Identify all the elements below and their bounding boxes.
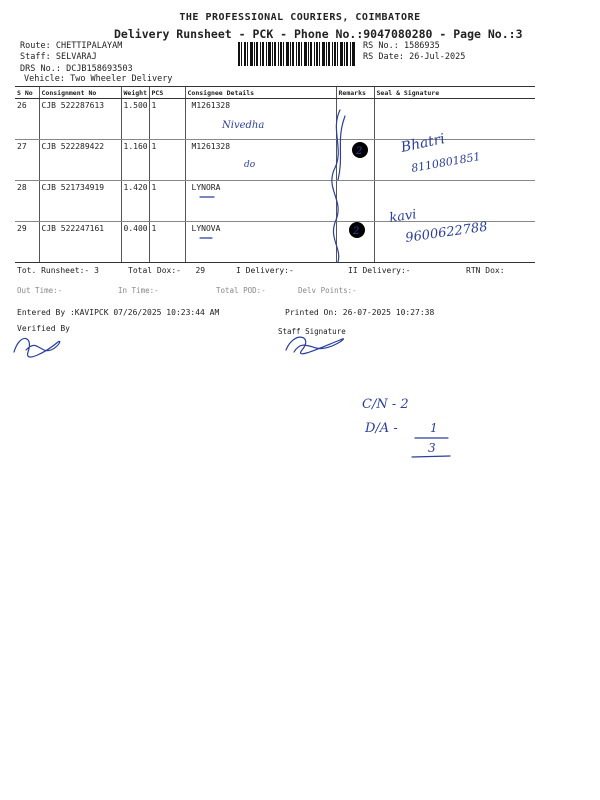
rs-date-line: RS Date: 26-Jul-2025 [363,52,466,62]
cell-pcs: 1 [149,99,185,140]
vehicle-line: Vehicle: Two Wheeler Delivery [24,74,173,84]
drs-line: DRS No.: DCJB158693503 [20,64,133,74]
underline-mark [412,456,450,457]
route-line: Route: CHETTIPALAYAM [20,41,123,51]
cell-pcs: 1 [149,140,185,181]
cell-consignment: CJB 521734919 [39,181,121,222]
i-delivery: I Delivery:- [236,266,294,275]
receiver-phone-1: 8110801851 [410,149,482,175]
cell-weight: 0.400 [121,222,149,263]
cell-weight: 1.160 [121,140,149,181]
circled-number-row27: 2 [356,146,363,157]
da-note: D/A - [365,421,398,436]
handwritten-name-row26: Nivedha [222,120,265,131]
cn-count-note: C/N - 2 [362,397,409,412]
rtn-dox: RTN Dox: [466,266,505,275]
staff-signature [286,337,343,354]
handwritten-name-row27: do [244,160,256,170]
col-remarks: Remarks [336,87,374,99]
cell-consignee: M1261328 [185,140,336,181]
rs-no-line: RS No.: 1586935 [363,41,440,51]
staff-signature-label: Staff Signature [278,327,346,336]
cell-consignee: LYNOVA [185,222,336,263]
receiver-phone-2: 9600622788 [404,219,489,246]
cell-pcs: 1 [149,222,185,263]
cell-sno: 27 [15,140,39,181]
ii-delivery: II Delivery:- [348,266,411,275]
receiver-signature-1: Bhatri [399,131,447,156]
tot-runsheet: Tot. Runsheet:- 3 [17,266,99,275]
cell-sno: 28 [15,181,39,222]
cell-consignment: CJB 522289422 [39,140,121,181]
cell-weight: 1.500 [121,99,149,140]
total-dox: Total Dox:- 29 [128,266,206,275]
col-pcs: PCS [149,87,185,99]
verifier-signature [14,338,60,357]
bracket-stroke-2 [338,116,345,180]
col-seal: Seal & Signature [374,87,535,99]
staff-line: Staff: SELVARAJ [20,52,97,62]
company-name: THE PROFESSIONAL COURIERS, COIMBATORE [179,12,421,23]
printed-on: Printed On: 26-07-2025 10:27:38 [285,308,435,317]
cell-consignee: LYNORA [185,181,336,222]
in-time: In Time:- [118,286,159,295]
da-numerator: 1 [430,421,438,435]
cell-weight: 1.420 [121,181,149,222]
cell-pcs: 1 [149,181,185,222]
cell-consignment: CJB 522287613 [39,99,121,140]
col-consignment: Consignment No [39,87,121,99]
cell-sno: 29 [15,222,39,263]
cell-consignment: CJB 522247161 [39,222,121,263]
col-weight: Weight [121,87,149,99]
cell-sno: 26 [15,99,39,140]
bracket-stroke [332,110,340,262]
out-time: Out Time:- [17,286,63,295]
cell-consignee: M1261328 [185,99,336,140]
circled-number-row29: 2 [353,226,360,237]
col-sno: S No [15,87,39,99]
da-denominator: 3 [428,441,436,455]
receiver-signature-2: kavi [388,207,418,226]
runsheet-title: Delivery Runsheet - PCK - Phone No.:9047080280 - Page No.:3 [114,27,523,41]
delv-points: Delv Points:- [298,286,357,295]
total-pod: Total POD:- [216,286,266,295]
col-consignee: Consignee Details [185,87,336,99]
verified-by-label: Verified By [17,324,70,333]
entered-by: Entered By :KAVIPCK 07/26/2025 10:23:44 AM [17,308,220,317]
